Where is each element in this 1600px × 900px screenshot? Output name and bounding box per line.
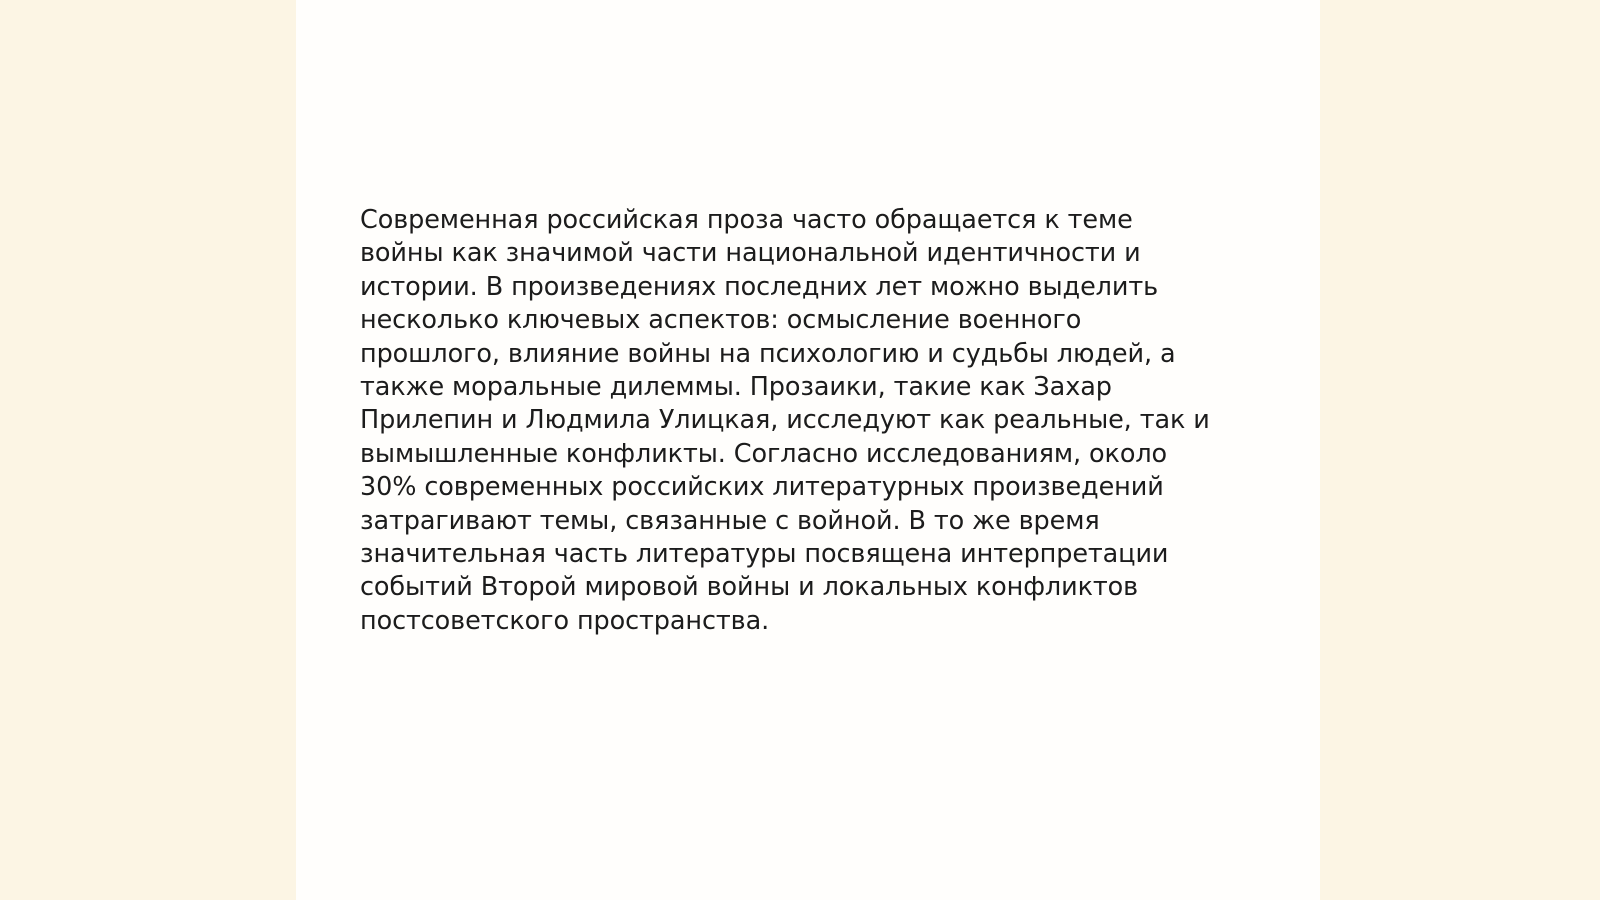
paragraph-line: событий Второй мировой войны и локальных конфликтов [360,572,1139,603]
paragraph-line: также моральные дилеммы. Прозаики, такие как Захар [360,372,1112,403]
paragraph-line: истории. В произведениях последних лет можно выделить [360,271,1159,302]
paragraph-line: Современная российская проза часто обращается к теме [360,205,1133,235]
paragraph-line: прошлого, влияние войны на психологию и судьбы людей, а [360,338,1176,369]
paragraph-line: 30% современных российских литературных произведений [360,472,1164,503]
paragraph-line: постсоветского пространства. [360,605,770,636]
paragraph-line: затрагивают темы, связанные с войной. В то же время [360,505,1100,536]
paragraph-line: Прилепин и Людмила Улицкая, исследуют как реальные, так и [360,405,1210,436]
body-paragraph [360,204,1240,638]
content-sheet [296,0,1320,900]
paragraph-line: несколько ключевых аспектов: осмысление военного [360,305,1082,336]
paragraph-line: вымышленные конфликты. Согласно исследованиям, около [360,438,1168,469]
paragraph-line: войны как значимой части национальной идентичности и [360,238,1141,269]
paragraph-line: значительная часть литературы посвящена интерпретации [360,539,1169,570]
